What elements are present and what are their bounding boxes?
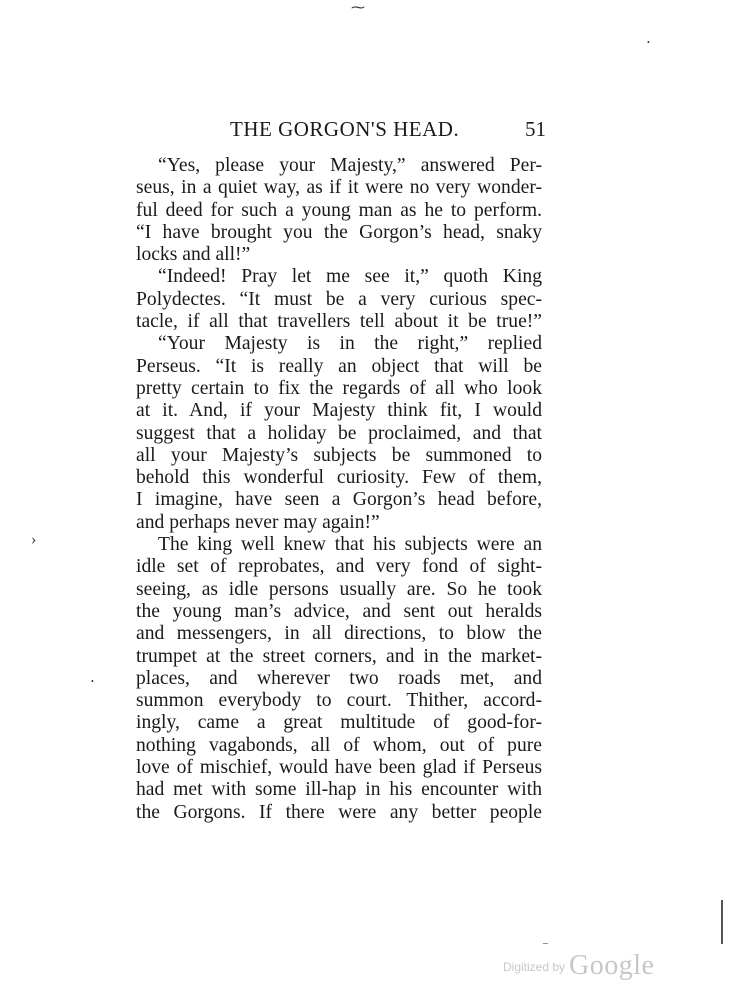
body-text <box>136 155 542 824</box>
text-line: suggest that a holiday be proclaimed, and that <box>136 422 542 444</box>
text-line: locks and all!” <box>136 244 251 266</box>
running-head: THE GORGON'S HEAD. <box>230 117 460 141</box>
text-line: tacle, if all that travellers tell about it be true!” <box>136 311 542 333</box>
text-line: seus, in a quiet way, as if it were no very wonder- <box>136 177 542 199</box>
text-line: pretty certain to fix the regards of all who look <box>136 377 542 399</box>
text-line: the Gorgons. If there were any better people <box>136 801 542 823</box>
text-line: had met with some ill-hap in his encounter with <box>136 779 542 801</box>
scan-speck: ⁓ <box>351 1 365 16</box>
digitized-watermark <box>503 950 654 982</box>
text-line: ful deed for such a young man as he to perform. <box>136 199 542 221</box>
text-line: “Yes, please your Majesty,” answered Per- <box>158 155 542 176</box>
text-line: trumpet at the street corners, and in the market- <box>136 645 542 667</box>
text-line: “I have brought you the Gorgon’s head, snaky <box>136 221 542 243</box>
google-logo: Google <box>569 950 655 981</box>
text-line: behold this wonderful curiosity. Few of them, <box>136 467 542 489</box>
text-line: places, and wherever two roads met, and <box>136 667 542 689</box>
text-line: Perseus. “It is really an object that will be <box>136 355 542 377</box>
text-line: idle set of reprobates, and very fond of sight- <box>136 556 542 578</box>
text-line: The king well knew that his subjects were an <box>158 534 542 556</box>
scan-mark: › <box>31 531 37 548</box>
text-line: and perhaps never may again!” <box>136 511 380 533</box>
scan-speck: • <box>91 677 94 686</box>
text-line: all your Majesty’s subjects be summoned to <box>136 444 542 466</box>
text-line: nothing vagabonds, all of whom, out of pure <box>136 734 542 756</box>
text-line: “Indeed! Pray let me see it,” quoth King <box>158 266 542 288</box>
text-line: “Your Majesty is in the right,” replied <box>158 333 542 355</box>
text-line: Polydectes. “It must be a very curious spec- <box>136 288 542 310</box>
page-header <box>134 117 546 145</box>
text-line: and messengers, in all directions, to blow the <box>136 623 542 645</box>
scan-speck: • <box>647 38 650 47</box>
scan-edge-line <box>721 900 723 944</box>
text-line: ingly, came a great multitude of good-for- <box>136 712 542 734</box>
text-line: summon everybody to court. Thither, accord- <box>136 690 542 712</box>
text-line: I imagine, have seen a Gorgon’s head before, <box>136 489 542 511</box>
text-line: seeing, as idle persons usually are. So he took <box>136 578 542 600</box>
text-line: love of mischief, would have been glad if Perseus <box>136 757 542 779</box>
text-line: the young man’s advice, and sent out heralds <box>136 600 542 622</box>
page-number: 51 <box>525 117 546 141</box>
text-line: at it. And, if your Majesty think fit, I would <box>136 400 542 422</box>
watermark-prefix: Digitized by <box>503 960 566 974</box>
scan-speck: – <box>543 938 548 949</box>
